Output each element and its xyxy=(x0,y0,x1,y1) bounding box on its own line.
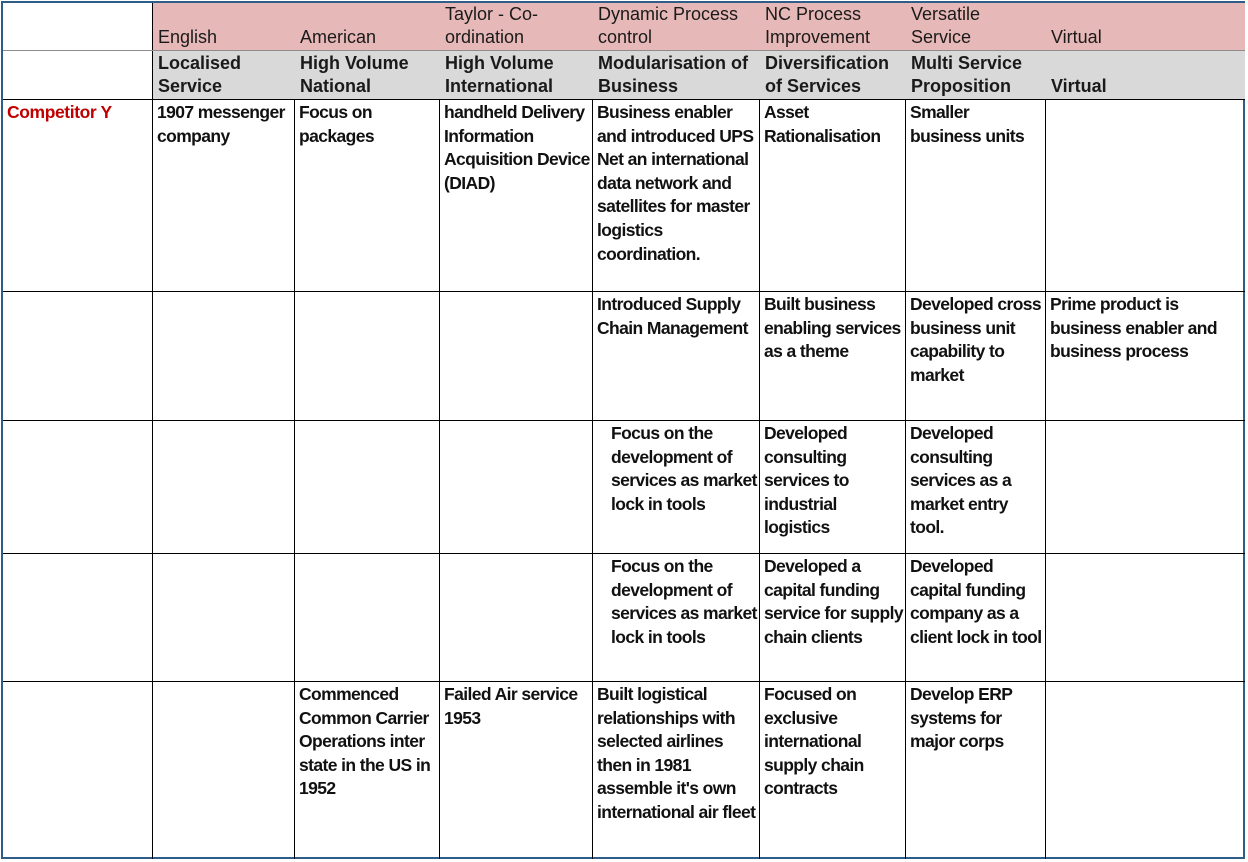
column-divider xyxy=(439,100,440,859)
row-divider xyxy=(3,99,1245,100)
column-divider xyxy=(905,100,906,859)
column-divider xyxy=(294,100,295,859)
table-cell: Prime product is business enabler and business process xyxy=(1050,294,1217,362)
header-model-cell: High Volume National xyxy=(295,51,440,100)
table-cell: Developed a capital funding service for supply chain clients xyxy=(764,556,903,647)
table-cell: Developed consulting services as a market entry tool. xyxy=(910,423,1012,538)
table-cell xyxy=(295,292,440,421)
column-divider xyxy=(152,3,153,859)
header-phase-cell: Versatile Service xyxy=(906,3,1046,51)
row-label-cell xyxy=(3,682,153,859)
table-cell xyxy=(1046,421,1245,554)
row-label-cell xyxy=(3,554,153,682)
column-divider xyxy=(592,100,593,859)
table-frame xyxy=(1,1,1245,859)
header-model-cell: Modularisation of Business xyxy=(593,51,760,100)
table-cell: Introduced Supply Chain Management xyxy=(597,294,748,338)
table-cell: Business enabler and introduced UPS Net an international data network and satellites for master logistics coordination. xyxy=(597,102,754,264)
table-cell: Smaller business units xyxy=(910,102,1025,146)
table-cell: Developed consulting services to industrial logistics xyxy=(764,423,849,538)
header-phase-cell: American xyxy=(295,3,440,51)
header-phase-cell: Dynamic Process control xyxy=(593,3,760,51)
table-cell xyxy=(153,421,295,554)
header-model-cell: Multi Service Proposition xyxy=(906,51,1046,100)
table-cell: Built logistical relationships with selected airlines then in 1981 assemble it's own international air fleet xyxy=(597,684,756,822)
table-cell xyxy=(440,554,593,682)
table-cell: Focused on exclusive international supply chain contracts xyxy=(764,684,864,799)
table-cell: Asset Rationalisation xyxy=(764,102,881,146)
row-label-cell: Competitor Y xyxy=(7,102,112,122)
table-cell: Focus on the development of services as market lock in tools xyxy=(611,423,757,514)
row-divider xyxy=(3,291,1245,292)
table-cell xyxy=(153,554,295,682)
header-model-cell: Virtual xyxy=(1046,51,1245,100)
table-cell xyxy=(440,421,593,554)
table-cell xyxy=(1046,554,1245,682)
table-cell: Developed cross business unit capability to market xyxy=(910,294,1042,385)
table-cell: Develop ERP systems for major corps xyxy=(910,684,1013,752)
table-cell: Focus on the development of services as market lock in tools xyxy=(611,556,757,647)
row-divider xyxy=(3,553,1245,554)
table-cell xyxy=(153,292,295,421)
column-divider xyxy=(1045,100,1046,859)
table-cell xyxy=(295,421,440,554)
row-divider xyxy=(3,681,1245,682)
table-cell xyxy=(153,682,295,859)
table-cell xyxy=(1046,682,1245,859)
row-divider xyxy=(153,50,1245,51)
header-phase-cell: NC Process Improvement xyxy=(760,3,906,51)
phases-table xyxy=(3,3,1245,859)
row-divider xyxy=(3,420,1245,421)
header-phase-cell: Taylor - Co-ordination xyxy=(440,3,593,51)
table-cell: Commenced Common Carrier Operations inter state in the US in 1952 xyxy=(299,684,431,799)
header-model-cell xyxy=(3,51,153,100)
column-divider xyxy=(759,100,760,859)
row-label-cell xyxy=(3,292,153,421)
table-cell: 1907 messenger company xyxy=(157,102,285,146)
table-cell: Focus on packages xyxy=(299,102,374,146)
table-cell: Built business enabling services as a theme xyxy=(764,294,901,362)
table-cell xyxy=(295,554,440,682)
table-cell: handheld Delivery Information Acquisition Device (DIAD) xyxy=(444,102,590,193)
table-cell: Developed capital funding company as a client lock in tool xyxy=(910,556,1042,647)
header-phase-cell: Virtual xyxy=(1046,3,1245,51)
header-model-cell: Localised Service xyxy=(153,51,295,100)
table-cell: Failed Air service 1953 xyxy=(444,684,578,728)
table-cell xyxy=(440,292,593,421)
row-divider xyxy=(3,50,153,51)
header-phase-cell: English xyxy=(153,3,295,51)
table-cell xyxy=(1046,100,1245,292)
row-label-cell xyxy=(3,421,153,554)
header-model-cell: Diversification of Services xyxy=(760,51,906,100)
header-phase-cell xyxy=(3,3,153,51)
header-model-cell: High Volume International xyxy=(440,51,593,100)
